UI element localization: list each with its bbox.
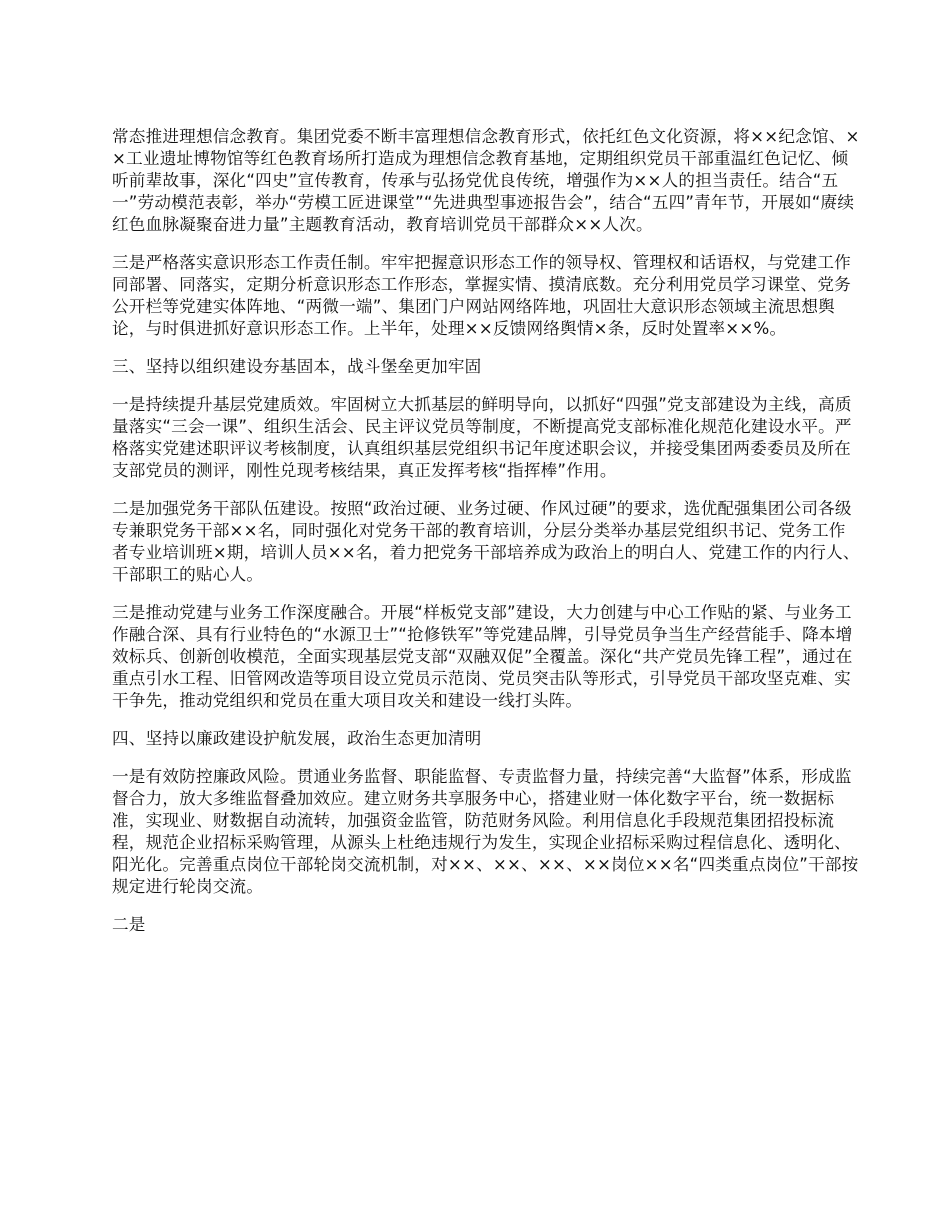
paragraph-second-point: 二是: [112, 915, 146, 934]
paragraph-grassroots-quality: 一是持续提升基层党建质效。牢固树立大抓基层的鲜明导向，以抓好“四强”党支部建设为主线，高质量落实“三会一课”、组织生活会、民主评议党员等制度，不断提高党支部标准化规范化建设水平。严格落实党建述职评议考核制度，认真组织基层党组织书记年度述职会议，并接受集团两委委员及所在支部党员的测评，刚性兑现考核结果，真正发挥考核“指挥棒”作用。: [112, 395, 852, 480]
paragraph-integrity-risk: 一是有效防控廉政风险。贯通业务监督、职能监督、专责监督力量，持续完善“大监督”体系，形成监督合力，放大多维监督叠加效应。建立财务共享服务中心，搭建业财一体化数字平台，统一数据标准，实现业、财数据自动流转，加强资金监管，防范财务风险。利用信息化手段规范集团招投标流程，规范企业招标采购管理，从源头上杜绝违规行为发生，实现企业招标采购过程信息化、透明化、阳光化。完善重点岗位干部轮岗交流机制，对××、××、××、××岗位××名“四类重点岗位”干部按规定进行轮岗交流。: [112, 767, 859, 896]
section-heading-organization: 三、坚持以组织建设夯基固本，战斗堡垒更加牢固: [112, 357, 482, 376]
document-page: [112, 126, 860, 952]
paragraph-ideology-responsibility: 三是严格落实意识形态工作责任制。牢牢把握意识形态工作的领导权、管理权和话语权，与党建工作同部署、同落实，定期分析意识形态工作形态，掌握实情、摸清底数。充分利用党员学习课堂、党务公开栏等党建实体阵地、“两微一端”、集团门户网站网络阵地，巩固壮大意识形态领域主流思想舆论，与时俱进抓好意识形态工作。上半年，处理××反馈网络舆情×条，反时处置率××%。: [112, 253, 851, 338]
paragraph-business-integration: 三是推动党建与业务工作深度融合。开展“样板党支部”建设，大力创建与中心工作贴的紧、与业务工作融合深、具有行业特色的“水源卫士”“抢修铁军”等党建品牌，引导党员争当生产经营能手、降本增效标兵、创新创收模范，全面实现基层党支部“双融双促”全覆盖。深化“共产党员先锋工程”，通过在重点引水工程、旧管网改造等项目设立党员示范岗、党员突击队等形式，引导党员干部攻坚克难、实干争先，推动党组织和党员在重大项目攻关和建设一线打头阵。: [112, 603, 853, 710]
paragraph-cadre-team: 二是加强党务干部队伍建设。按照“政治过硬、业务过硬、作风过硬”的要求，选优配强集团公司各级专兼职党务干部××名，同时强化对党务干部的教育培训，分层分类举办基层党组织书记、党务工作者专业培训班×期，培训人员××名，着力把党务干部培养成为政治上的明白人、党建工作的内行人、干部职工的贴心人。: [112, 499, 860, 584]
paragraph-ideals-education: 常态推进理想信念教育。集团党委不断丰富理想信念教育形式，依托红色文化资源，将××纪念馆、××工业遗址博物馆等红色教育场所打造成为理想信念教育基地，定期组织党员干部重温红色记忆、倾听前辈故事，深化“四史”宣传教育，传承与弘扬党优良传统，增强作为××人的担当责任。结合“五一”劳动模范表彰，举办“劳模工匠进课堂”“先进典型事迹报告会”，结合“五四”青年节，开展如“赓续红色血脉凝聚奋进力量”主题教育活动，教育培训党员干部群众××人次。: [112, 127, 860, 234]
section-heading-integrity: 四、坚持以廉政建设护航发展，政治生态更加清明: [112, 729, 482, 748]
